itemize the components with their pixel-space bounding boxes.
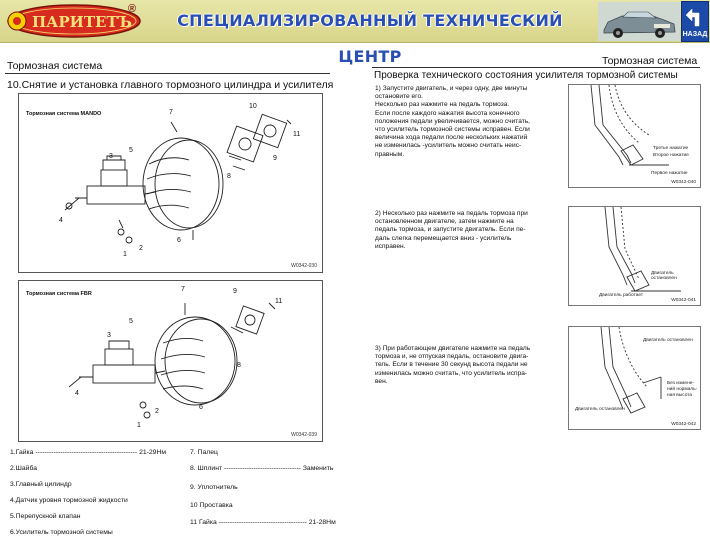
paritet-logo: [2, 3, 142, 39]
mando-label-10: 10: [249, 103, 257, 110]
step-3-line: 3) При работающем двигателе нажмите на педаль: [375, 345, 531, 352]
mando-label-1: 1: [123, 251, 127, 258]
step-2-line: даль слегка перемещается вниз - усилитель: [375, 234, 512, 242]
mando-label-6: 6: [177, 237, 181, 244]
step-1-line: положения педали увеличивается, можно считать,: [375, 117, 531, 125]
mando-label-3: 3: [109, 153, 113, 160]
step-2-line: 2) Несколько раз нажмите на педаль тормоза при: [375, 210, 528, 217]
step-2-figure: [568, 206, 701, 306]
step-1-line: 1) Запустите двигатель, и через одну, две минуты: [375, 85, 528, 92]
mando-label-4: 4: [59, 217, 63, 224]
fbr-drawing: [19, 281, 322, 441]
step-3-text: [375, 345, 530, 386]
step-1-figure: [568, 84, 701, 188]
back-arrow-icon: [682, 4, 708, 30]
left-divider: [5, 73, 330, 74]
step-3-figure: [568, 326, 701, 430]
fbr-label-2: 2: [155, 408, 159, 415]
logo-text: ПАРИТЕТЪ: [32, 13, 132, 31]
step-1-line: Несколько раз нажмите на педаль тормоза.: [375, 101, 510, 109]
step-1-line: что усилитель тормозной системы исправен. Если: [375, 126, 530, 134]
step-1-line: Если после каждого нажатия высота конечного: [375, 109, 520, 117]
step-2-label-stopped: Двигатель остановлен: [651, 271, 677, 281]
mando-label-7: 7: [169, 109, 173, 116]
back-button-label: НАЗАД: [682, 31, 708, 38]
logo-registered-mark: ®: [128, 3, 137, 15]
mando-label-9: 9: [273, 155, 277, 162]
fbr-label-6: 6: [199, 404, 203, 411]
legend-item-7: 7. Палец: [190, 449, 218, 456]
legend-item-8: 8. Шплинт ---------------------------------- Заменить: [190, 465, 334, 472]
legend-item-5: 5.Перепускной клапан: [10, 513, 81, 520]
fbr-label-5: 5: [129, 318, 133, 325]
fbr-caption: Тормозная система FBR: [26, 291, 92, 297]
mando-label-8: 8: [227, 173, 231, 180]
step-3-line: изменилась можно считать, что усилитель испра-: [375, 369, 528, 377]
step-1-text: [375, 85, 530, 159]
mando-label-11: 11: [293, 131, 301, 138]
fbr-label-7: 7: [181, 286, 185, 293]
step-3-label-stopped-a: Двигатель остановлен: [643, 338, 693, 343]
step-2-line: исправен.: [375, 242, 406, 250]
step-3-label-stopped-b: Двигатель остановлен: [575, 407, 625, 412]
legend-item-1: 1.Гайка --------------------------------------------- 21-29Нм: [10, 449, 167, 456]
mando-diagram: [18, 93, 323, 273]
right-section-title: Тормозная система: [602, 55, 698, 67]
step-3-label-nochange-1: Без измене-: [667, 381, 695, 386]
step-2-line: остановленном двигателе, затем нажмите на: [375, 218, 514, 226]
step-3-label-nochange-2: ний нормаль-: [667, 387, 698, 392]
step-1-code: W0342-040: [671, 180, 696, 185]
left-subtitle: 10.Снятие и установка главного тормозного цилиндра и усилителя: [7, 79, 334, 91]
fbr-label-4: 4: [75, 390, 79, 397]
legend-item-2: 2.Шайба: [10, 465, 37, 472]
fbr-label-3: 3: [107, 332, 111, 339]
fbr-label-11: 11: [275, 298, 283, 305]
back-button[interactable]: [681, 1, 709, 42]
step-1-line: не изменилась -усилитель можно считать неис-: [375, 142, 522, 150]
legend-item-10: 10 Проставка: [190, 502, 233, 509]
step-2-code: W0342-041: [671, 298, 696, 303]
legend-item-4: 4.Датчик уровня тормозной жидкости: [10, 497, 128, 504]
step-1-label-first: Первое нажатие: [651, 171, 688, 176]
legend-item-6: 6.Усилитель тормозной системы: [10, 529, 113, 536]
step-3-line: тель. Если в течение 30 секунд высота педали не: [375, 361, 528, 369]
right-divider: [372, 67, 700, 68]
mando-code: W0342-030: [291, 263, 317, 269]
step-1-label-second: Второе нажатие: [653, 153, 689, 158]
page-title: СПЕЦИАЛИЗИРОВАННЫЙ ТЕХНИЧЕСКИЙ ЦЕНТР: [177, 11, 563, 66]
car-image: [598, 2, 680, 41]
step-1-label-third: Третье нажатие: [653, 146, 689, 151]
step-3-label-nochange-3: ная высота: [667, 393, 693, 398]
fbr-label-8: 8: [237, 362, 241, 369]
step-2-text: [375, 210, 528, 251]
mando-label-5: 5: [129, 147, 133, 154]
step-1-line: правным.: [375, 150, 405, 158]
left-section-title: Тормозная система: [7, 60, 103, 72]
step-3-code: W0342-042: [671, 422, 696, 427]
mando-caption: Тормозная система MANDO: [26, 111, 102, 117]
step-1-line: остановите его.: [375, 93, 423, 101]
step-2-line: педаль тормоза, и запустите двигатель. Если пе-: [375, 226, 526, 234]
right-subtitle: Проверка технического состояния усилителя тормозной системы: [374, 70, 678, 81]
legend-item-9: 9. Уплотнитель: [190, 484, 238, 491]
fbr-code: W0342-039: [291, 432, 317, 438]
step-1-line: величина хода педали после нескольких нажатий: [375, 134, 528, 142]
legend-item-3: 3.Главный цилиндр: [10, 481, 72, 488]
mando-drawing: [19, 94, 322, 272]
mando-label-2: 2: [139, 245, 143, 252]
legend-item-11: 11 Гайка --------------------------------------- 21-28Нм: [190, 519, 336, 526]
step-2-label-running: Двигатель работает: [599, 293, 644, 298]
step-3-line: вен.: [375, 377, 388, 385]
fbr-label-1: 1: [137, 422, 141, 429]
step-3-line: тормоза и, не отпуская педаль, остановите двига-: [375, 353, 529, 361]
fbr-label-9: 9: [233, 288, 237, 295]
fbr-diagram: [18, 280, 323, 442]
